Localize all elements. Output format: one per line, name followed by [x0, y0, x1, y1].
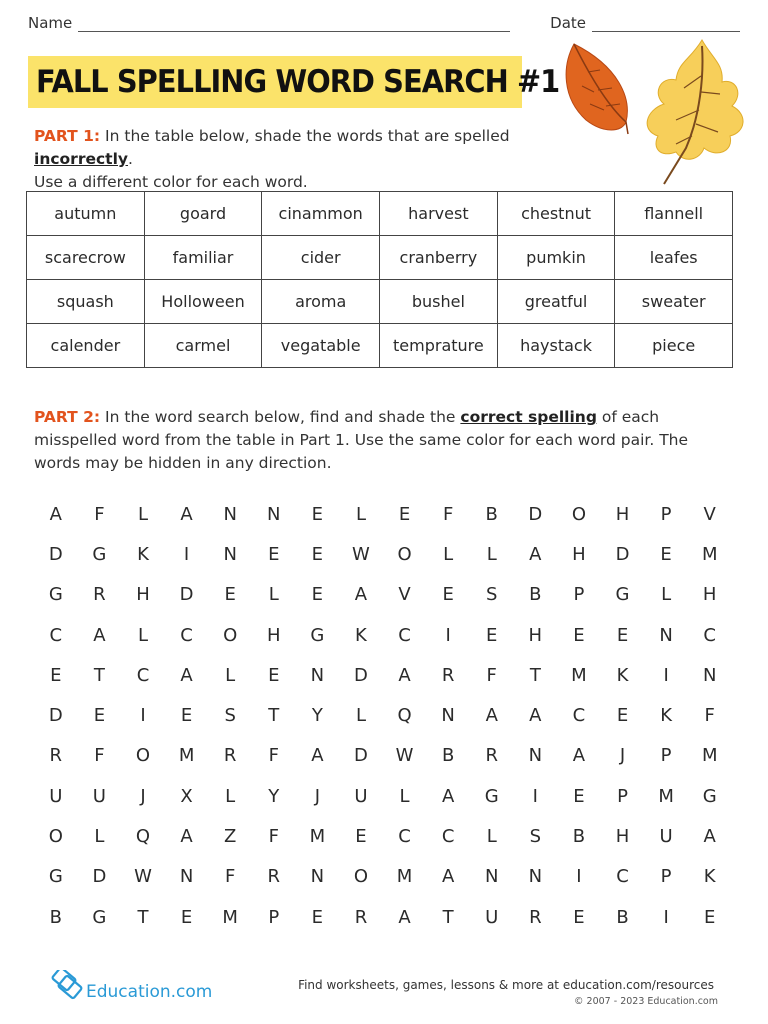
grid-letter[interactable]: N	[223, 503, 237, 525]
grid-letter[interactable]: M	[309, 826, 326, 848]
word-cell[interactable]: harvest	[380, 192, 498, 236]
grid-letter[interactable]: E	[704, 906, 716, 928]
word-cell[interactable]: carmel	[144, 324, 262, 368]
word-cell[interactable]: piece	[615, 324, 733, 368]
grid-letter[interactable]: W	[352, 543, 370, 565]
grid-letter[interactable]: V	[703, 503, 716, 525]
grid-letter[interactable]: E	[311, 584, 324, 606]
grid-letter[interactable]: G	[310, 624, 325, 646]
grid-letter[interactable]: O	[135, 745, 151, 767]
grid-letter[interactable]: D	[354, 745, 368, 767]
grid-letter[interactable]: B	[485, 503, 498, 525]
grid-letter[interactable]: U	[659, 826, 673, 848]
grid-row	[34, 494, 734, 534]
grid-letter[interactable]: R	[93, 584, 106, 606]
grid-letter[interactable]: U	[49, 785, 63, 807]
grid-letter[interactable]: I	[576, 866, 582, 888]
grid-letter[interactable]: B	[529, 584, 542, 606]
grid-letter[interactable]: M	[222, 906, 238, 928]
grid-letter[interactable]: E	[268, 664, 280, 686]
grid-letter[interactable]: L	[225, 664, 236, 686]
grid-letter[interactable]: G	[615, 584, 630, 606]
grid-letter[interactable]: A	[485, 705, 498, 727]
name-label: Name	[28, 14, 73, 32]
title-banner	[28, 56, 560, 108]
grid-letter[interactable]: I	[663, 906, 669, 928]
grid-letter[interactable]: N	[528, 866, 543, 888]
footer-logo[interactable]	[50, 970, 212, 1002]
grid-letter[interactable]: R	[354, 906, 368, 928]
grid-letter[interactable]: N	[179, 866, 194, 888]
grid-letter[interactable]: J	[140, 785, 146, 807]
grid-letter[interactable]: U	[485, 906, 499, 928]
grid-letter[interactable]: G	[92, 906, 107, 928]
grid-letter[interactable]: O	[397, 543, 412, 565]
grid-letter[interactable]: H	[528, 624, 543, 646]
grid-letter[interactable]: A	[398, 906, 411, 928]
grid-letter[interactable]: L	[355, 705, 366, 727]
grid-letter[interactable]: X	[180, 785, 193, 807]
word-cell[interactable]: greatful	[497, 280, 615, 324]
grid-letter[interactable]: D	[48, 543, 63, 565]
grid-letter[interactable]: P	[268, 906, 280, 928]
grid-letter[interactable]: E	[311, 906, 324, 928]
grid-letter[interactable]: G	[702, 785, 717, 807]
grid-letter[interactable]: H	[266, 624, 281, 646]
grid-letter[interactable]: E	[180, 906, 193, 928]
grid-letter[interactable]: I	[532, 785, 538, 807]
word-cell[interactable]: pumkin	[497, 236, 615, 280]
grid-letter[interactable]: A	[572, 745, 586, 767]
grid-letter[interactable]: U	[354, 785, 368, 807]
grid-letter[interactable]: M	[396, 866, 413, 888]
grid-letter[interactable]: N	[659, 624, 673, 646]
part2-label: PART 2:	[34, 408, 101, 426]
grid-letter[interactable]: N	[310, 866, 325, 888]
grid-letter[interactable]: E	[616, 624, 629, 646]
grid-letter[interactable]: L	[137, 503, 148, 525]
grid-letter[interactable]: L	[355, 503, 366, 525]
grid-letter[interactable]: H	[615, 826, 630, 848]
grid-letter[interactable]: A	[441, 785, 455, 807]
word-cell[interactable]: chestnut	[497, 192, 615, 236]
grid-letter[interactable]: E	[442, 584, 454, 606]
grid-letter[interactable]: U	[92, 785, 106, 807]
grid-letter[interactable]: K	[137, 543, 149, 565]
grid-letter[interactable]: L	[137, 624, 148, 646]
grid-letter[interactable]: H	[615, 503, 630, 525]
grid-letter[interactable]: P	[660, 745, 672, 767]
word-cell[interactable]: Holloween	[144, 280, 262, 324]
grid-letter[interactable]: N	[310, 664, 325, 686]
grid-letter[interactable]: S	[529, 826, 542, 848]
grid-letter[interactable]: P	[660, 866, 672, 888]
grid-letter[interactable]: R	[529, 906, 542, 928]
grid-row	[34, 736, 734, 776]
grid-row	[34, 695, 734, 735]
grid-letter[interactable]: L	[486, 543, 497, 565]
part2-instructions	[34, 406, 734, 475]
grid-letter[interactable]: K	[616, 664, 629, 686]
grid-letter[interactable]: A	[180, 664, 193, 686]
grid-letter[interactable]: E	[616, 705, 629, 727]
grid-letter[interactable]: R	[485, 745, 498, 767]
grid-letter[interactable]: R	[267, 866, 281, 888]
grid-letter[interactable]: P	[573, 584, 585, 606]
word-cell[interactable]: sweater	[615, 280, 733, 324]
word-cell[interactable]: vegatable	[262, 324, 380, 368]
name-field	[28, 14, 510, 32]
grid-letter[interactable]: T	[442, 906, 454, 928]
grid-letter[interactable]: K	[660, 705, 673, 727]
grid-letter[interactable]: C	[703, 624, 716, 646]
part1-label: PART 1:	[34, 127, 101, 145]
word-cell[interactable]: autumn	[27, 192, 145, 236]
grid-letter[interactable]: C	[398, 826, 411, 848]
grid-letter[interactable]: T	[268, 705, 280, 727]
grid-letter[interactable]: A	[441, 866, 455, 888]
part2-text-before: In the word search below, find and shade the	[100, 408, 461, 426]
grid-letter[interactable]: A	[703, 826, 716, 848]
grid-letter[interactable]: I	[445, 624, 451, 646]
grid-letter[interactable]: F	[486, 664, 497, 686]
grid-letter[interactable]: S	[224, 705, 236, 727]
grid-letter[interactable]: I	[140, 705, 146, 727]
grid-letter[interactable]: W	[134, 866, 152, 888]
grid-letter[interactable]: E	[573, 624, 585, 646]
grid-letter[interactable]: A	[529, 543, 542, 565]
word-cell[interactable]: calender	[27, 324, 145, 368]
grid-letter[interactable]: R	[441, 664, 455, 686]
word-cell[interactable]: flannell	[615, 192, 733, 236]
word-cell[interactable]: bushel	[380, 280, 498, 324]
grid-letter[interactable]: A	[354, 584, 368, 606]
grid-letter[interactable]: N	[267, 503, 281, 525]
part2-emphasis: correct spelling	[460, 408, 597, 426]
grid-letter[interactable]: L	[94, 826, 105, 848]
grid-letter[interactable]: D	[615, 543, 630, 565]
grid-letter[interactable]: R	[49, 745, 63, 767]
grid-letter[interactable]: D	[48, 705, 63, 727]
grid-letter[interactable]: E	[398, 503, 411, 525]
grid-letter[interactable]: V	[398, 584, 411, 606]
grid-letter[interactable]: A	[398, 664, 411, 686]
part1-instructions	[34, 125, 594, 194]
grid-letter[interactable]: B	[572, 826, 586, 848]
grid-letter[interactable]: Q	[397, 705, 412, 727]
grid-letter[interactable]: F	[442, 503, 454, 525]
grid-letter[interactable]: B	[49, 906, 62, 928]
grid-letter[interactable]: L	[486, 826, 497, 848]
word-cell[interactable]: haystack	[497, 324, 615, 368]
grid-letter[interactable]: L	[268, 584, 279, 606]
grid-letter[interactable]: E	[486, 624, 498, 646]
grid-row	[34, 776, 734, 816]
grid-letter[interactable]: P	[660, 503, 672, 525]
grid-letter[interactable]: C	[180, 624, 193, 646]
word-table	[26, 191, 733, 368]
grid-letter[interactable]: D	[92, 866, 107, 888]
word-cell[interactable]: cinammon	[262, 192, 380, 236]
grid-letter[interactable]: A	[311, 745, 324, 767]
grid-letter[interactable]: A	[180, 826, 193, 848]
grid-letter[interactable]: C	[616, 866, 629, 888]
grid-letter[interactable]: C	[572, 705, 586, 727]
grid-letter[interactable]: I	[183, 543, 190, 565]
word-cell[interactable]: leafes	[615, 236, 733, 280]
part1-line2: Use a different color for each word.	[34, 173, 308, 191]
grid-letter[interactable]: G	[484, 785, 499, 807]
grid-letter[interactable]: E	[224, 584, 236, 606]
grid-letter[interactable]: D	[179, 584, 194, 606]
grid-letter[interactable]: F	[268, 826, 279, 848]
grid-letter[interactable]: E	[93, 705, 106, 727]
yellow-leaf-icon	[647, 40, 743, 184]
word-search-grid	[34, 494, 734, 937]
grid-letter[interactable]: N	[702, 664, 717, 686]
grid-letter[interactable]: L	[225, 785, 236, 807]
grid-letter[interactable]: L	[399, 785, 410, 807]
grid-letter[interactable]: Y	[268, 785, 280, 807]
grid-letter[interactable]: G	[48, 584, 63, 606]
grid-letter[interactable]: A	[180, 503, 193, 525]
grid-letter[interactable]: T	[529, 664, 541, 686]
grid-letter[interactable]: R	[223, 745, 237, 767]
grid-letter[interactable]: O	[48, 826, 63, 848]
grid-letter[interactable]: B	[616, 906, 629, 928]
part1-text-after: .	[128, 150, 133, 168]
grid-row	[34, 575, 734, 615]
grid-letter[interactable]: E	[660, 543, 672, 565]
table-row	[27, 192, 733, 236]
grid-letter[interactable]: G	[92, 543, 107, 565]
header-row	[28, 14, 740, 36]
grid-letter[interactable]: N	[441, 705, 455, 727]
grid-letter[interactable]: T	[93, 664, 105, 686]
word-cell[interactable]: cider	[262, 236, 380, 280]
grid-letter[interactable]: J	[314, 785, 321, 807]
grid-letter[interactable]: N	[485, 866, 499, 888]
grid-letter[interactable]: F	[704, 705, 715, 727]
grid-letter[interactable]: H	[136, 584, 150, 606]
grid-letter[interactable]: Z	[224, 826, 237, 848]
grid-row	[34, 816, 734, 856]
grid-letter[interactable]: W	[395, 745, 414, 767]
grid-letter[interactable]: K	[355, 624, 367, 646]
grid-letter[interactable]: F	[224, 866, 236, 888]
word-cell[interactable]: goard	[144, 192, 262, 236]
grid-letter[interactable]: E	[50, 664, 62, 686]
date-line[interactable]	[592, 17, 740, 32]
grid-letter[interactable]: E	[311, 503, 324, 525]
orange-leaf-icon	[566, 44, 628, 134]
word-cell[interactable]: temprature	[380, 324, 498, 368]
part2-text-after: of each misspelled word from the table in Part 1. Use the same color for each word pair. The words may be hidden in any direction.	[34, 408, 689, 472]
grid-letter[interactable]: B	[441, 745, 455, 767]
grid-letter[interactable]: M	[571, 664, 587, 686]
date-field	[550, 14, 740, 32]
grid-letter[interactable]: D	[354, 664, 368, 686]
grid-letter[interactable]: S	[486, 584, 498, 606]
part1-text-before: In the table below, shade the words that are spelled	[100, 127, 510, 145]
grid-letter[interactable]: Y	[311, 705, 323, 727]
grid-letter[interactable]: N	[528, 745, 543, 767]
grid-letter[interactable]: M	[178, 745, 195, 767]
name-line[interactable]	[78, 17, 510, 32]
grid-letter[interactable]: G	[48, 866, 63, 888]
grid-letter[interactable]: H	[572, 543, 586, 565]
grid-letter[interactable]: E	[573, 906, 585, 928]
grid-letter[interactable]: N	[223, 543, 237, 565]
grid-letter[interactable]: I	[663, 664, 669, 686]
grid-letter[interactable]: E	[268, 543, 280, 565]
grid-letter[interactable]: D	[528, 503, 543, 525]
word-cell[interactable]: scarecrow	[27, 236, 145, 280]
grid-letter[interactable]: Q	[135, 826, 151, 848]
grid-letter[interactable]: M	[658, 785, 674, 807]
grid-letter[interactable]: A	[93, 624, 106, 646]
word-cell[interactable]: familiar	[144, 236, 262, 280]
table-row	[27, 324, 733, 368]
grid-letter[interactable]: F	[94, 745, 105, 767]
grid-row	[34, 615, 734, 655]
grid-row	[34, 534, 734, 574]
grid-row	[34, 857, 734, 897]
footer-copyright: © 2007 - 2023 Education.com	[574, 996, 718, 1007]
word-cell[interactable]: squash	[27, 280, 145, 324]
grid-letter[interactable]: J	[619, 745, 626, 767]
grid-letter[interactable]: L	[443, 543, 454, 565]
grid-letter[interactable]: K	[703, 866, 716, 888]
grid-letter[interactable]: C	[136, 664, 150, 686]
grid-letter[interactable]: A	[529, 705, 542, 727]
grid-letter[interactable]: C	[49, 624, 63, 646]
table-row	[27, 280, 733, 324]
grid-letter[interactable]: E	[573, 785, 585, 807]
grid-letter[interactable]: M	[701, 543, 718, 565]
grid-letter[interactable]: H	[702, 584, 717, 606]
grid-letter[interactable]: O	[571, 503, 586, 525]
grid-letter[interactable]: P	[617, 785, 628, 807]
table-row	[27, 236, 733, 280]
date-label: Date	[550, 14, 586, 32]
grid-letter[interactable]: O	[353, 866, 369, 888]
grid-letter[interactable]: E	[311, 543, 324, 565]
grid-letter[interactable]: O	[223, 624, 238, 646]
grid-letter[interactable]: C	[441, 826, 455, 848]
grid-letter[interactable]: F	[94, 503, 105, 525]
part1-emphasis: incorrectly	[34, 150, 128, 168]
footer-tagline[interactable]: Find worksheets, games, lessons & more at education.com/resources	[298, 978, 714, 992]
grid-letter[interactable]: F	[268, 745, 279, 767]
grid-letter[interactable]: M	[701, 745, 718, 767]
grid-letter[interactable]: E	[355, 826, 367, 848]
logo-text: Education.com	[86, 982, 213, 1002]
grid-row	[34, 655, 734, 695]
word-cell[interactable]: cranberry	[380, 236, 498, 280]
grid-letter[interactable]: A	[49, 503, 62, 525]
word-cell[interactable]: aroma	[262, 280, 380, 324]
grid-row	[34, 897, 734, 937]
page-title: FALL SPELLING WORD SEARCH #1	[36, 64, 560, 100]
grid-letter[interactable]: T	[137, 906, 149, 928]
grid-letter[interactable]: C	[398, 624, 411, 646]
grid-letter[interactable]: L	[661, 584, 672, 606]
education-logo-icon	[50, 970, 84, 1002]
grid-letter[interactable]: E	[180, 705, 193, 727]
